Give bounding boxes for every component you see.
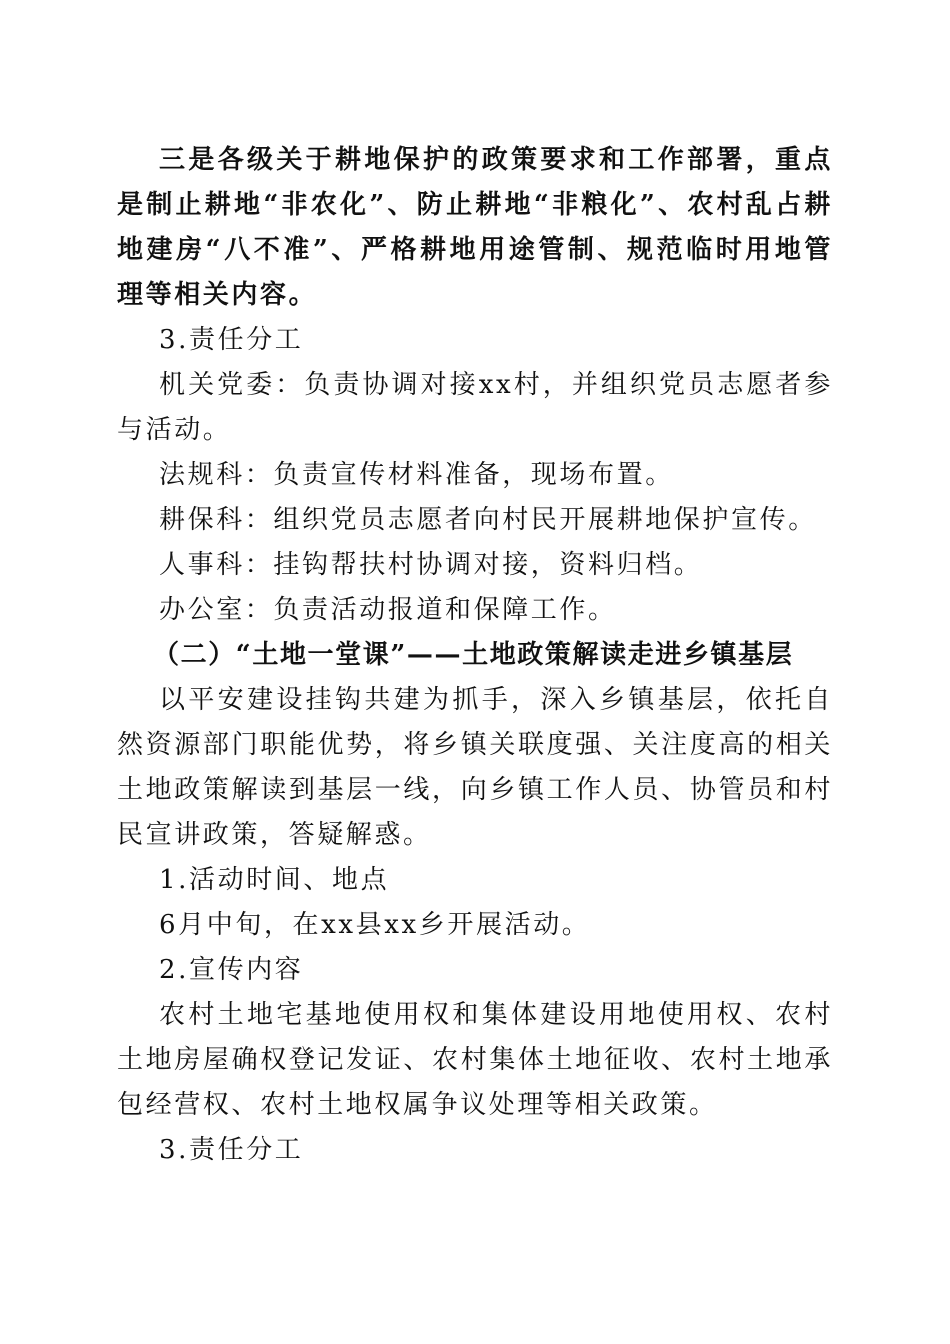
subheading-responsibility-2: 3.责任分工	[159, 1135, 304, 1165]
document-body	[117, 138, 833, 1173]
section-heading-land-lesson: （二）“土地一堂课”——土地政策解读走进乡镇基层	[153, 640, 794, 670]
paragraph-farmland-section: 耕保科：组织党员志愿者向村民开展耕地保护宣传。	[159, 505, 817, 535]
paragraph-time-place: 6月中旬，在xx县xx乡开展活动。	[159, 910, 591, 940]
paragraph-publicity-content: 农村土地宅基地使用权和集体建设用地使用权、农村土地房屋确权登记发证、农村集体土地征收、农村土地承包经营权、农村土地权属争议处理等相关政策。	[117, 1000, 833, 1120]
paragraph-party-committee: 机关党委：负责协调对接xx村，并组织党员志愿者参与活动。	[117, 370, 833, 445]
subheading-responsibility-1: 3.责任分工	[159, 325, 304, 355]
subheading-time-place: 1.活动时间、地点	[159, 865, 390, 895]
paragraph-farmland-policy: 三是各级关于耕地保护的政策要求和工作部署，重点是制止耕地“非农化”、防止耕地“非粮化”、农村乱占耕地建房“八不准”、严格耕地用途管制、规范临时用地管理等相关内容。	[117, 145, 833, 310]
paragraph-legal-section: 法规科：负责宣传材料准备，现场布置。	[159, 460, 674, 490]
paragraph-office: 办公室：负责活动报道和保障工作。	[159, 595, 617, 625]
paragraph-land-lesson-intro: 以平安建设挂钩共建为抓手，深入乡镇基层，依托自然资源部门职能优势，将乡镇关联度强、关注度高的相关土地政策解读到基层一线，向乡镇工作人员、协管员和村民宣讲政策，答疑解惑。	[117, 685, 833, 850]
paragraph-personnel-section: 人事科：挂钩帮扶村协调对接，资料归档。	[159, 550, 703, 580]
subheading-publicity-content: 2.宣传内容	[159, 955, 304, 985]
